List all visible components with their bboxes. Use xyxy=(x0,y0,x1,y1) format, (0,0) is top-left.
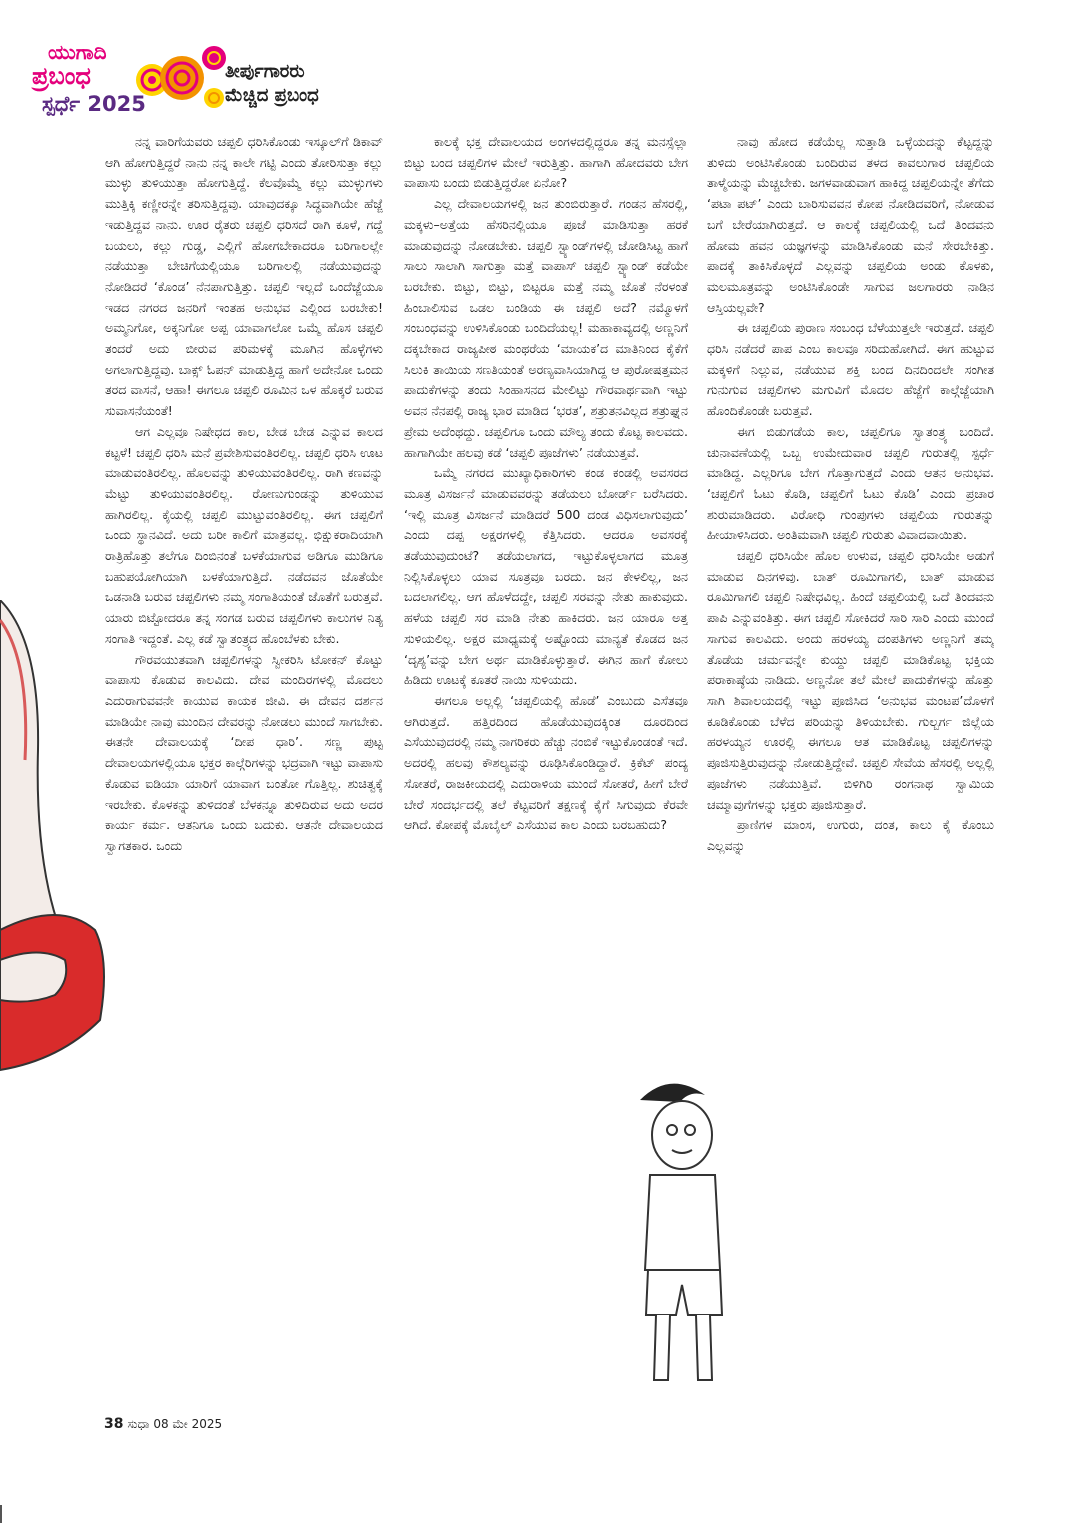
text-column-3 xyxy=(707,132,994,1392)
paragraph: ಗೌರವಯುತವಾಗಿ ಚಪ್ಪಲಿಗಳನ್ನು ಸ್ವೀಕರಿಸಿ ಟೋಕನ್ ಕೊಟ್ಟು ವಾಪಾಸು ಕೊಡುವ ಕಾಲವಿದು. ದೇವ ಮಂದಿರಗಳಲ್ಲಿ ಮೊದಲು ಎದುರಾಗುವವನೇ ಕಾಯುವ ಕಾಯಕ ಜೀವಿ. ಈ ದೇವನ ದರ್ಶನ ಮಾಡಿಯೇ ನಾವು ಮುಂದಿನ ದೇವರನ್ನು ನೋಡಲು ಮುಂದೆ ಸಾಗಬೇಕು. ಈತನೇ ದೇವಾಲಯಕ್ಕೆ ‘ದೀಪ ಧಾರಿ’. ಸಣ್ಣ ಪುಟ್ಟ ದೇವಾಲಯಗಳಲ್ಲಿಯೂ ಭಕ್ತರ ಕಾಲ್ಗೆರಿಗಳನ್ನು ಭದ್ರವಾಗಿ ಇಟ್ಟು ವಾಪಾಸು ಕೊಡುವ ಐಡಿಯಾ ಯಾರಿಗೆ ಯಾವಾಗ ಬಂತೋ ಗೊತ್ತಿಲ್ಲ. ಶುಚಿತ್ವಕ್ಕೆ ಇರಬೇಕು. ಕೊಳಕನ್ನು ತುಳಿದಂತೆ ಬೆಳಕನ್ನೂ ತುಳಿದಿರುವ ಅದು ಅದರ ಕಾರ್ಯ ಕರ್ಮ. ಆತನಿಗೂ ಒಂದು ಬದುಕು. ಆತನೇ ದೇವಾಲಯದ ಸ್ವಾಗತಕಾರ. ಒಂದು xyxy=(105,651,383,853)
logo-prabandha: ಪ್ರಬಂಧ xyxy=(32,62,91,90)
leg-with-slipper-illustration xyxy=(0,600,110,1080)
judges-line-2: ಮೆಚ್ಚಿದ ಪ್ರಬಂಧ xyxy=(225,85,319,106)
paragraph: ಈ ಚಪ್ಪಲಿಯ ಪುರಾಣ ಸಂಬಂಧ ಬೆಳೆಯುತ್ತಲೇ ಇರುತ್ತದೆ. ಚಪ್ಪಲಿ ಧರಿಸಿ ನಡೆದರೆ ಪಾಪ ಎಂಬ ಕಾಲವೂ ಸರಿದುಹೋಗಿದೆ. ಈಗ ಹುಟ್ಟುವ ಮಕ್ಕಳಿಗೆ ನಿಲ್ಲುವ, ನಡೆಯುವ ಶಕ್ತಿ ಬಂದ ದಿನದಿಂದಲೇ ಸಂಗೀತ ಗುನುಗುವ ಚಪ್ಪಲಿಗಳು ಮಗುವಿಗೆ ಮೊದಲ ಹೆಜ್ಜೆಗೆ ಕಾಲ್ಗೆಜ್ಜೆಯಾಗಿ ಹೊಂದಿಕೊಂಡೇ ಬರುತ್ತವೆ. xyxy=(707,320,994,419)
page-footer xyxy=(104,1416,222,1432)
magazine-name: ಸುಧಾ xyxy=(127,1417,150,1431)
judges-heading xyxy=(225,60,319,108)
paragraph: ಚಪ್ಪಲಿ ಧರಿಸಿಯೇ ಹೊಲ ಉಳುವ, ಚಪ್ಪಲಿ ಧರಿಸಿಯೇ ಅಡುಗೆ ಮಾಡುವ ದಿನಗಳಿವು. ಬಾತ್ ರೂಮಿಗಾಗಲಿ, ಬಾತ್ ಮಾಡುವ ರೂಮಿಗಾಗಲಿ ಚಪ್ಪಲಿ ನಿಷೇಧವಿಲ್ಲ. ಹಿಂದೆ ಚಪ್ಪಲಿಯಲ್ಲಿ ಒದೆ ತಿಂದವನು ಪಾಪಿ ಎನ್ನುವಂತಿತ್ತು. ಈಗ ಚಪ್ಪಲಿ ಸೋಕಿದರೆ ಸಾರಿ ಸಾರಿ ಎಂದು ಮುಂದೆ ಸಾಗುವ ಕಾಲವಿದು. ಅಂದು ಹರಳಯ್ಯ ದಂಪತಿಗಳು ಅಣ್ಣನಿಗೆ ತಮ್ಮ ತೊಡೆಯ ಚರ್ಮವನ್ನೇ ಕುಯ್ದು ಚಪ್ಪಲಿ ಮಾಡಿಕೊಟ್ಟ ಭಕ್ತಿಯ ಪರಾಕಾಷ್ಠೆಯ ನಾಡಿದು. ಅಣ್ಣನೋ ತಲೆ ಮೇಲೆ ಪಾದುಕೆಗಳನ್ನು ಹೊತ್ತು ಸಾಗಿ ಶಿವಾಲಯದಲ್ಲಿ ಇಟ್ಟು ಪೂಜಿಸಿದ ‘ಅನುಭವ ಮಂಟಪ’ದೊಳಗೆ ಕೂಡಿಕೊಂಡು ಬೆಳೆದ ಪರಿಯನ್ನು ತಿಳಿಯಬೇಕು. ಗುಲ್ಬರ್ಗ ಜಿಲ್ಲೆಯ ಹರಳಯ್ಯನ ಊರಲ್ಲಿ ಈಗಲೂ ಆತ ಮಾಡಿಕೊಟ್ಟ ಚಪ್ಪಲಿಗಳನ್ನು ಪೂಜಿಸುತ್ತಿರುವುದನ್ನು ನೋಡುತ್ತಿದ್ದೇವೆ. ಚಪ್ಪಲಿ ಸೇವೆಯ ಹೆಸರಲ್ಲಿ ಅಲ್ಲಲ್ಲಿ ಪೂಜೆಗಳು ನಡೆಯುತ್ತಿವೆ. ಬಿಳಿಗಿರಿ ರಂಗನಾಥ ಸ್ವಾಮಿಯ ಚಮ್ಮಾವುಗೆಗಳನ್ನು ಭಕ್ತರು ಪೂಜಿಸುತ್ತಾರೆ. xyxy=(707,548,994,812)
paragraph: ಒಮ್ಮೆ ನಗರದ ಮುಖ್ಯಾಧಿಕಾರಿಗಳು ಕಂಡ ಕಂಡಲ್ಲಿ ಅವಸರದ ಮೂತ್ರ ವಿಸರ್ಜನೆ ಮಾಡುವವರನ್ನು ತಡೆಯಲು ಬೋರ್ಡ್ ಬರೆಸಿದರು. ‘ಇಲ್ಲಿ ಮೂತ್ರ ವಿಸರ್ಜನೆ ಮಾಡಿದರೆ 500 ದಂಡ ವಿಧಿಸಲಾಗುವುದು’ ಎಂದು ದಪ್ಪ ಅಕ್ಷರಗಳಲ್ಲಿ ಕೆತ್ತಿಸಿದರು. ಆದರೂ ಅವಸರಕ್ಕೆ ತಡೆಯುವುದುಂಟೆ? ತಡೆಯಲಾಗದ, ಇಟ್ಟುಕೊಳ್ಳಲಾಗದ ಮೂತ್ರ ನಿಲ್ಲಿಸಿಕೊಳ್ಳಲು ಯಾವ ಸೂತ್ರವೂ ಬರದು. ಜನ ಕೇಳಲಿಲ್ಲ, ಜನ ಬದಲಾಗಲಿಲ್ಲ. ಆಗ ಹೊಳೆದದ್ದೇ, ಚಪ್ಪಲಿ ಸರವನ್ನು ನೇತು ಹಾಕುವುದು. ಹಳೆಯ ಚಪ್ಪಲಿ ಸರ ಮಾಡಿ ನೇತು ಹಾಕಿದರು. ಜನ ಯಾರೂ ಅತ್ತ ಸುಳಿಯಲಿಲ್ಲ. ಅಕ್ಷರ ಮಾಧ್ಯಮಕ್ಕೆ ಅಷ್ಟೊಂದು ಮಾನ್ಯತೆ ಕೊಡದ ಜನ ‘ದೃಶ್ಯ’ವನ್ನು ಬೇಗ ಅರ್ಥ ಮಾಡಿಕೊಳ್ಳುತ್ತಾರೆ. ಈಗಿನ ಹಾಗೆ ಕೋಲು ಹಿಡಿದು ಊಟಕ್ಕೆ ಕೂತರೆ ನಾಯಿ ಸುಳಿಯದು. xyxy=(404,465,688,688)
logo-yugadi: ಯುಗಾದಿ xyxy=(48,40,107,64)
boy-illustration xyxy=(610,1080,740,1400)
paragraph: ಆಗ ಎಲ್ಲವೂ ನಿಷೇಧದ ಕಾಲ, ಬೇಡ ಬೇಡ ಎನ್ನುವ ಕಾಲದ ಕಟ್ಟಳೆ! ಚಪ್ಪಲಿ ಧರಿಸಿ ಮನೆ ಪ್ರವೇಶಿಸುವಂತಿರಲಿಲ್ಲ. ಚಪ್ಪಲಿ ಧರಿಸಿ ಊಟ ಮಾಡುವಂತಿರಲಿಲ್ಲ. ಹೊಲವನ್ನು ತುಳಿಯುವಂತಿರಲಿಲ್ಲ. ರಾಗಿ ಕಣವನ್ನು ಮೆಟ್ಟು ತುಳಿಯುವಂತಿರಲಿಲ್ಲ. ರೋಣುಗುಂಡನ್ನು ತುಳಿಯುವ ಹಾಗಿರಲಿಲ್ಲ. ಕೈಯಲ್ಲಿ ಚಪ್ಪಲಿ ಮುಟ್ಟುವಂತಿರಲಿಲ್ಲ. ಈಗ ಚಪ್ಪಲಿಗೆ ಒಂದು ಸ್ಥಾನವಿದೆ. ಅದು ಬರೀ ಕಾಲಿಗೆ ಮಾತ್ರವಲ್ಲ. ಭಿಕ್ಷುಕರಾದಿಯಾಗಿ ರಾತ್ರಿಹೊತ್ತು ತಲೆಗೂ ದಿಂಬಿನಂತೆ ಬಳಕೆಯಾಗುವ ಅಡಿಗೂ ಮುಡಿಗೂ ಬಹುಪಯೋಗಿಯಾಗಿ ಬಳಕೆಯಾಗುತ್ತಿದೆ. ನಡೆದವನ ಜೊತೆಯೇ ಒಡನಾಡಿ ಬರುವ ಚಪ್ಪಲಿಗಳು ನಮ್ಮ ಸಂಗಾತಿಯಂತೆ ಜೊತೆಗೆ ಬರುತ್ತವೆ. ಯಾರು ಬಿಟ್ಟೋದರೂ ತನ್ನ ಸಂಗಡ ಬರುವ ಚಪ್ಪಲಿಗಳು ಕಾಲುಗಳ ನಿತ್ಯ ಸಂಗಾತಿ ಇದ್ದಂತೆ. ಎಲ್ಲ ಕಡೆ ಸ್ವಾತಂತ್ರ್ಯದ ಹೊಂಬೆಳಕು ಬೇಕು. xyxy=(105,423,383,646)
paragraph: ನನ್ನ ವಾರಿಗೆಯವರು ಚಪ್ಪಲಿ ಧರಿಸಿಕೊಂಡು ಇಸ್ಕೂಲ್‌ಗೆ ಡಿಕಾವ್ ಆಗಿ ಹೋಗುತ್ತಿದ್ದರೆ ನಾನು ನನ್ನ ಕಾಲೇ ಗಟ್ಟಿ ಎಂದು ತೋರಿಸುತ್ತಾ ಕಲ್ಲು ಮುಳ್ಳು ತುಳಿಯುತ್ತಾ ಹೋಗುತ್ತಿದ್ದೆ. ಕೆಲವೊಮ್ಮೆ ಕಲ್ಲು ಮುಳ್ಳುಗಳು ಮುತ್ತಿಕ್ಕಿ ಕಣ್ಣೀರನ್ನೇ ತರಿಸುತ್ತಿದ್ದವು. ಯಾವುದಕ್ಕೂ ಸಿದ್ಧವಾಗಿಯೇ ಹೆಜ್ಜೆ ಇಡುತ್ತಿದ್ದವ ನಾನು. ಊರ ರೈತರು ಚಪ್ಪಲಿ ಧರಿಸದೆ ರಾಗಿ ಕೂಳೆ, ಗದ್ದೆ ಬಯಲು, ಕಲ್ಲು ಗುಡ್ಡ, ಎಲ್ಲಿಗೆ ಹೋಗಬೇಕಾದರೂ ಬರಿಗಾಲಲ್ಲೇ ನಡೆಯುತ್ತಾ ಬೇಚಿಗೆಯಲ್ಲಿಯೂ ಬರಿಗಾಲಲ್ಲಿ ನಡೆಯುವುದನ್ನು ನೋಡಿದರೆ ‘ಕೊಂಡ’ ನೆನಪಾಗುತ್ತಿತ್ತು. ಚಪ್ಪಲಿ ಇಲ್ಲದೆ ಒಂದೆಜ್ಜೆಯೂ ಇಡದ ನಗರದ ಜನರಿಗೆ ಇಂತಹ ಅನುಭವ ಎಲ್ಲಿಂದ ಬರಬೇಕು! ಅಮ್ಮನಿಗೋ, ಅಕ್ಕನಿಗೋ ಅಪ್ಪ ಯಾವಾಗಲೋ ಒಮ್ಮೆ ಹೊಸ ಚಪ್ಪಲಿ ತಂದರೆ ಅದು ಬೀರುವ ಪರಿಮಳಕ್ಕೆ ಮೂಗಿನ ಹೊಳ್ಳೆಗಳು ಅಗಲಾಗುತ್ತಿದ್ದವು. ಬಾಕ್ಸ್ ಓಪನ್ ಮಾಡುತ್ತಿದ್ದ ಹಾಗೆ ಅದೇನೋ ಒಂದು ತರದ ವಾಸನೆ, ಆಹಾ! ಈಗಲೂ ಚಪ್ಪಲಿ ರೂಮಿನ ಒಳ ಹೊಕ್ಕರೆ ಬರುವ ಸುವಾಸನೆಯಂತೆ! xyxy=(105,134,383,419)
logo-spardhe: ಸ್ಪರ್ಧೆ 2025 xyxy=(42,92,146,116)
judges-line-1: ತೀರ್ಪುಗಾರರು xyxy=(225,61,305,82)
paragraph: ಈಗಲೂ ಅಲ್ಲಲ್ಲಿ ‘ಚಪ್ಪಲಿಯಲ್ಲಿ ಹೊಡೆ’ ಎಂಬುದು ಎಸೆತವೂ ಆಗಿರುತ್ತದೆ. ಹತ್ತಿರದಿಂದ ಹೊಡೆಯುವುದಕ್ಕಿಂತ ದೂರದಿಂದ ಎಸೆಯುವುದರಲ್ಲಿ ನಮ್ಮ ನಾಗರಿಕರು ಹೆಚ್ಚು ನಂಬಿಕೆ ಇಟ್ಟುಕೊಂಡಂತೆ ಇದೆ. ಅದರಲ್ಲಿ ಹಲವು ಕೌಶಲ್ಯವನ್ನು ರೂಢಿಸಿಕೊಂಡಿದ್ದಾರೆ. ಕ್ರಿಕೆಟ್ ಪಂದ್ಯ ಸೋತರೆ, ರಾಜಕೀಯದಲ್ಲಿ ಎದುರಾಳಿಯ ಮುಂದೆ ಸೋತರೆ, ಹೀಗೆ ಬೇರೆ ಬೇರೆ ಸಂದರ್ಭದಲ್ಲಿ ತಲೆ ಕೆಟ್ಟವರಿಗೆ ತಕ್ಷಣಕ್ಕೆ ಕೈಗೆ ಸಿಗುವುದು ಕೆರವೇ ಆಗಿದೆ. ಕೋಪಕ್ಕೆ ಮೊಬೈಲ್ ಎಸೆಯುವ ಕಾಲ ಎಂದು ಬರಬಹುದು? xyxy=(404,692,688,833)
text-column-1 xyxy=(105,132,383,1392)
header xyxy=(30,40,630,120)
paragraph: ಕಾಲಕ್ಕೆ ಭಕ್ತ ದೇವಾಲಯದ ಅಂಗಳದಲ್ಲಿದ್ದರೂ ತನ್ನ ಮನಸ್ಸೆಲ್ಲಾ ಬಿಟ್ಟು ಬಂದ ಚಪ್ಪಲಿಗಳ ಮೇಲೆ ಇರುತ್ತಿತ್ತು. ಹಾಗಾಗಿ ಹೋದವರು ಬೇಗ ವಾಪಾಸು ಬಂದು ಬಿಡುತ್ತಿದ್ದರೋ ಏನೋ? xyxy=(404,134,688,191)
page-number: 38 xyxy=(104,1416,124,1432)
paragraph: ಎಲ್ಲ ದೇವಾಲಯಗಳಲ್ಲಿ ಜನ ತುಂಬಿರುತ್ತಾರೆ. ಗಂಡನ ಹೆಸರಲ್ಲಿ, ಮಕ್ಕಳು–ಅತ್ತೆಯ ಹೆಸರಿನಲ್ಲಿಯೂ ಪೂಜೆ ಮಾಡಿಸುತ್ತಾ ಹರಕೆ ಮಾಡುವುದನ್ನು ನೋಡಬೇಕು. ಚಪ್ಪಲಿ ಸ್ಟ್ಯಾಂಡ್‌ಗಳಲ್ಲಿ ಜೋಡಿಸಿಟ್ಟ ಹಾಗೆ ಸಾಲು ಸಾಲಾಗಿ ಸಾಗುತ್ತಾ ಮತ್ತೆ ವಾಪಾಸ್ ಚಪ್ಪಲಿ ಸ್ಟ್ಯಾಂಡ್ ಕಡೆಯೇ ಬರಬೇಕು. ಬಿಟ್ಟು, ಬಿಟ್ಟು, ಬಿಟ್ಟರೂ ಮತ್ತೆ ನಮ್ಮ ಜೊತೆ ನೆರಳಂತೆ ಹಿಂಬಾಲಿಸುವ ಒಡಲ ಬಂಡಿಯ ಈ ಚಪ್ಪಲಿ ಅದೆ? ನಮ್ಮೊಳಗೆ ಸಂಬಂಧವನ್ನು ಉಳಿಸಿಕೊಂಡು ಬಂದಿದೆಯಲ್ಲ! ಮಹಾಕಾವ್ಯದಲ್ಲಿ ಅಣ್ಣನಿಗೆ ದಕ್ಕಬೇಕಾದ ರಾಜ್ಯಪೀಠ ಮಂಥರೆಯ ‘ಮಾಯಕ’ದ ಮಾತಿನಿಂದ ಕೈಕೆಗೆ ಸಿಲುಕಿ ತಾಯಿಯ ಸಣತಿಯಂತೆ ಅರಣ್ಯವಾಸಿಯಾಗಿದ್ದ ಆ ಪುರೋಷತ್ತಮನ ಪಾದುಕೆಗಳನ್ನು ತಂದು ಸಿಂಹಾಸನದ ಮೇಲಿಟ್ಟು ಗೌರವಾರ್ಥವಾಗಿ ಇಟ್ಟು ಅವನ ನೆನಪಲ್ಲಿ ರಾಜ್ಯ ಭಾರ ಮಾಡಿದ ‘ಭರತ’, ಶತ್ರುತನವಿಲ್ಲದ ಶತ್ರುಘ್ನನ ಪ್ರೇಮ ಅದೆಂಥದ್ದು. ಚಪ್ಪಲಿಗೂ ಒಂದು ಮೌಲ್ಯ ತಂದು ಕೊಟ್ಟ ಕಾಲವದು. ಹಾಗಾಗಿಯೇ ಹಲವು ಕಡೆ ‘ಚಪ್ಪಲಿ ಪೂಜೆಗಳು’ ನಡೆಯುತ್ತವೆ. xyxy=(404,196,688,460)
paragraph: ನಾವು ಹೋದ ಕಡೆಯೆಲ್ಲ ಸುತ್ತಾಡಿ ಒಳ್ಳೆಯದನ್ನು ಕೆಟ್ಟದ್ದನ್ನು ತುಳಿದು ಅಂಟಿಸಿಕೊಂಡು ಬಂದಿರುವ ತಳದ ಕಾವಲುಗಾರ ಚಪ್ಪಲಿಯ ತಾಳ್ಮೆಯನ್ನು ಮೆಚ್ಚಬೇಕು. ಜಗಳವಾಡುವಾಗ ಹಾಕಿದ್ದ ಚಪ್ಪಲಿಯನ್ನೇ ತೆಗೆದು ‘ಪಟಾ ಪಟ್’ ಎಂದು ಬಾರಿಸುವವನ ಕೋಪ ನೋಡಿದವರಿಗೆ, ನೋಡುವ ಬಗೆ ಬೇರೆಯಾಗಿರುತ್ತದೆ. ಆ ಕಾಲಕ್ಕೆ ಚಪ್ಪಲಿಯಲ್ಲಿ ಒದೆ ತಿಂದವನು ಹೋಮ ಹವನ ಯಜ್ಞಗಳನ್ನು ಮಾಡಿಸಿಕೊಂಡು ಮನೆ ಸೇರಬೇಕಿತ್ತು. ಪಾದಕ್ಕೆ ತಾಕಿಸಿಕೊಳ್ಳದೆ ಎಲ್ಲವನ್ನು ಚಪ್ಪಲಿಯ ಅಂಡು ಕೊಳಕು, ಮಲಮೂತ್ರವನ್ನು ಅಂಟಿಸಿಕೊಂಡೇ ಸಾಗುವ ಜಲಗಾರರು ನಾಡಿನ ಆಸ್ತಿಯಲ್ಲವೇ? xyxy=(707,134,994,315)
paragraph: ಪ್ರಾಣಿಗಳ ಮಾಂಸ, ಉಗುರು, ದಂತ, ಕಾಲು ಕೈ ಕೊಂಬು ಎಲ್ಲವನ್ನು xyxy=(707,817,994,853)
paragraph: ಈಗ ಬಿಡುಗಡೆಯ ಕಾಲ, ಚಪ್ಪಲಿಗೂ ಸ್ವಾತಂತ್ರ್ಯ ಬಂದಿದೆ. ಚುನಾವಣೆಯಲ್ಲಿ ಒಬ್ಬ ಉಮೇದುವಾರ ಚಪ್ಪಲಿ ಗುರುತಲ್ಲಿ ಸ್ಪರ್ಧೆ ಮಾಡಿದ್ದ. ಎಲ್ಲರಿಗೂ ಬೇಗ ಗೊತ್ತಾಗುತ್ತದೆ ಎಂದು ಆತನ ಅನುಭವ. ‘ಚಪ್ಪಲಿಗೆ ಓಟು ಕೊಡಿ, ಚಪ್ಪಲಿಗೆ ಓಟು ಕೊಡಿ’ ಎಂದು ಪ್ರಚಾರ ಶುರುಮಾಡಿದರು. ವಿರೋಧಿ ಗುಂಪುಗಳು ಚಪ್ಪಲಿಯ ಗುರುತನ್ನು ಹೀಯಾಳಿಸಿದರು. ಅಂತಿಮವಾಗಿ ಚಪ್ಪಲಿ ಗುರುತು ವಿವಾದವಾಯಿತು. xyxy=(707,423,994,543)
crop-mark xyxy=(0,1505,2,1523)
issue-date: 08 ಮೇ 2025 xyxy=(153,1417,223,1431)
